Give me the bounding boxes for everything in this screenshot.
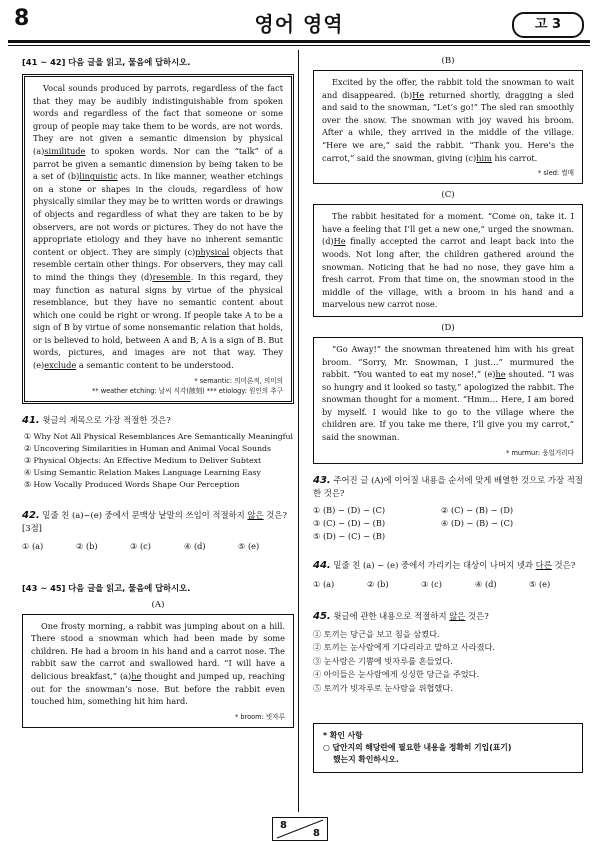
option-1[interactable]: ① (B) − (D) − (C) — [313, 504, 386, 515]
page-counter — [272, 817, 328, 841]
right-column — [313, 52, 583, 773]
instruction-41-42: [41 ~ 42] 다음 글을 읽고, 물음에 답하시오. — [22, 57, 191, 67]
option-3[interactable]: ③ (c) — [130, 540, 151, 551]
underline-e: exclude — [44, 360, 77, 371]
passage-text: Vocal sounds produced by parrots, regardless of the fact that they may be audibly indistinguishable from spoken words and regardless of the fact that someone or some group of people may take them to be words, are not words. They are not given a semantic dimension by physical (a)similitude to spoken words. Nor can the “talk” of a parrot be given a semantic dimension by being taken to be a set of (b)linguistic acts. In like manner, weather etchings on a stone or shapes in the clouds, regardless of how physically similar they may be to written words or drawings of objects and regardless of what they are taken to be by observers, are not words or pictures. They do not have the appropriate etiology and they have no inherent semantic content or object. They are simply (c)physical objects that resemble certain other things. For observers, they may call to mind the things they (d)resemble. In this regard, they may function as natural signs by virtue of the physical resemblance, but they have no semantic content about which one could be right or wrong. If people take A to be a sign of B by virtue of some nonsemantic relation that holds, or is believed to hold, between A and B, A is a sign of B. But words, pictures, and images are not that way. They (e)exclude a semantic content to be understood. — [33, 83, 283, 371]
passage-d: “Go Away!” the snowman threatened him with his great broom. “Sorry, Mr. Snowman, I just…” murmured the rabbit. “You wanted to eat my nose!,” (e)he shouted. “I was so hungry and it looked so tasty,” apologized the rabbit. The snowman thought for a moment. “Hmm… Here, I am bored by myself. I would like to go to the village where the children are. If you take me there, I’ll give you my carrot,” said the snowman. * murmur: 웅얼거리다 — [313, 337, 583, 464]
option-5[interactable]: ⑤ How Vocally Produced Words Shape Our Perception — [24, 479, 240, 489]
notice-title: * 확인 사항 — [323, 731, 363, 741]
option-1[interactable]: ① Why Not All Physical Resemblances Are Semantically Meaningful — [24, 431, 294, 441]
option-2[interactable]: ② 토끼는 눈사람에게 기다리라고 말하고 사라졌다. — [313, 642, 495, 653]
passage-c: The rabbit hesitated for a moment. “Come on, take it. I have a feeling that I’ll get a new one,” urged the snowman. (d)He finally accepted the carrot and leapt back into the woods. Not long after, the children gathered around the snowman. Noticing that he had no nose, they gave him a fresh carrot. From that time on, the snowman stood in the middle of the village, with a broom in his hand and a marvelous new carrot nose. — [313, 204, 583, 317]
passage-a: One frosty morning, a rabbit was jumping about on a hill. There stood a snowman which had been made by some children. He had a broom in his hand and a carrot nose. The rabbit saw the carrot and swallowed hard. “I will have a delicious breakfast,” (a)he thought and jumped up, reaching out for the snowman’s nose. But before the rabbit even touched him, something hit him hard. * broom: 빗자루 — [22, 614, 294, 728]
question-number: 44. — [313, 559, 331, 571]
answer-options — [24, 431, 294, 491]
answer-options — [313, 504, 583, 543]
option-1[interactable]: ① (a) — [22, 540, 44, 551]
underline-c: physical — [195, 246, 230, 257]
question-number: 45. — [313, 610, 331, 622]
option-5[interactable]: ⑤ 토끼가 빗자루로 눈사람을 위협했다. — [313, 682, 453, 693]
column-divider — [298, 50, 299, 812]
question-41 — [22, 414, 294, 491]
passage-label-b: (B) — [441, 56, 455, 66]
passage-41-42 — [22, 74, 294, 404]
footnote: * murmur: 웅얼거리다 — [506, 448, 574, 457]
exam-title: 영어 영역 — [254, 12, 344, 36]
question-44: 44. 밑줄 친 (a) ~ (e) 중에서 가리키는 대상이 나머지 넷과 다른 것은? ① (a) ② (b) ③ (c) ④ (d) ⑤ (e) — [313, 559, 583, 590]
option-1[interactable]: ① 토끼는 당근을 보고 침을 삼켰다. — [313, 628, 440, 639]
page-number: 8 — [14, 6, 30, 31]
option-2[interactable]: ② (C) − (B) − (D) — [441, 504, 514, 515]
option-3[interactable]: ③ 눈사람은 기쁨에 빗자루를 흔들었다. — [313, 655, 453, 666]
passage-label-d: (D) — [441, 322, 455, 333]
answer-options — [22, 540, 294, 552]
option-1[interactable]: ① (a) — [313, 578, 335, 589]
footnote: * semantic: 의미론적, 의미의 ** weather etching: 날씨 식각(蝕刻) *** etiology: 원인의 추구 — [92, 376, 283, 395]
option-2[interactable]: ② (b) — [367, 578, 389, 589]
footnote: * broom: 빗자루 — [234, 712, 285, 721]
underline-a: similitude — [44, 145, 86, 156]
instruction-43-45: [43 ~ 45] 다음 글을 읽고, 물음에 답하시오. — [22, 582, 191, 593]
passage-label-a: (A) — [151, 599, 165, 610]
option-3[interactable]: ③ (c) — [421, 578, 442, 589]
total-pages: 8 — [313, 828, 320, 839]
question-45: 45. 윗글에 관한 내용으로 적절하지 않은 것은? ① 토끼는 당근을 보고 침을 삼켰다. ② 토끼는 눈사람에게 기다리라고 말하고 사라졌다. ③ 눈사람은 기쁨에 빗자루를 흔들었다. ④ 아이들은 눈사람에게 싱싱한 당근을 주었다. ⑤ 토끼가 빗자루로 눈사람을 위협했다. — [313, 610, 583, 696]
option-5[interactable]: ⑤ (e) — [529, 578, 551, 589]
header-rule-thin — [8, 45, 590, 46]
question-number: 43. — [313, 474, 331, 486]
question-text: 윗글의 제목으로 가장 적절한 것은? — [39, 414, 171, 425]
question-42: 42. 밑줄 친 (a)~(e) 중에서 문맥상 낱말의 쓰임이 적절하지 않은 것은? [3점] ① (a) ② (b) ③ (c) ④ (d) ⑤ (e) — [22, 509, 294, 552]
question-number: 42. — [22, 509, 40, 521]
current-page: 8 — [280, 820, 287, 831]
notice-line: 했는지 확인하시오. — [333, 755, 399, 765]
option-3[interactable]: ③ Physical Objects: An Effective Medium to Deliver Subtext — [24, 455, 262, 465]
header-rule — [8, 40, 590, 43]
question-number: 41. — [22, 414, 40, 426]
passage-label-c: (C) — [441, 190, 455, 201]
question-43: 43. 주어진 글 (A)에 이어질 내용을 순서에 맞게 배열한 것으로 가장 적절한 것은? ① (B) − (D) − (C) ② (C) − (B) − (D) ③ (C) − (D) − (B) ④ (D) − (B) − (C) ⑤ (D) − (C) − (B) — [313, 474, 583, 541]
answer-options — [313, 628, 583, 696]
grade-badge: 고 3 — [512, 12, 584, 38]
option-4[interactable]: ④ (d) — [475, 578, 497, 589]
option-4[interactable]: ④ (d) — [184, 540, 206, 551]
answer-options — [313, 578, 583, 590]
option-5[interactable]: ⑤ (e) — [238, 540, 260, 551]
option-2[interactable]: ② Uncovering Similarities in Human and Animal Vocal Sounds — [24, 443, 271, 453]
option-4[interactable]: ④ (D) − (B) − (C) — [441, 517, 514, 528]
passage-b: Excited by the offer, the rabbit told the snowman to wait and disappeared. (b)He returned shortly, dragging a sled and said to the snowman, “Let’s go!” The sled ran smoothly over the snow. The snowman with joy waved his broom. After a while, they arrived in the middle of the village. “Here we are,” said the rabbit. “Thank you. Here’s the carrot,” said the snowman, giving (c)him his carrot. * sled: 썰매 — [313, 70, 583, 184]
footnote: * sled: 썰매 — [538, 169, 574, 178]
option-4[interactable]: ④ Using Semantic Relation Makes Language Learning Easy — [24, 467, 261, 477]
underline-b: linguistic — [79, 171, 118, 182]
notice-box — [313, 723, 583, 773]
notice-line: ○ 답안지의 해당란에 필요한 내용을 정확히 기입(표기) — [323, 743, 512, 753]
left-column — [22, 52, 294, 728]
option-4[interactable]: ④ 아이들은 눈사람에게 싱싱한 당근을 주었다. — [313, 669, 480, 680]
underline-d: resemble — [152, 271, 191, 282]
option-3[interactable]: ③ (C) − (D) − (B) — [313, 517, 386, 528]
option-5[interactable]: ⑤ (D) − (C) − (B) — [313, 530, 386, 541]
option-2[interactable]: ② (b) — [76, 540, 98, 551]
